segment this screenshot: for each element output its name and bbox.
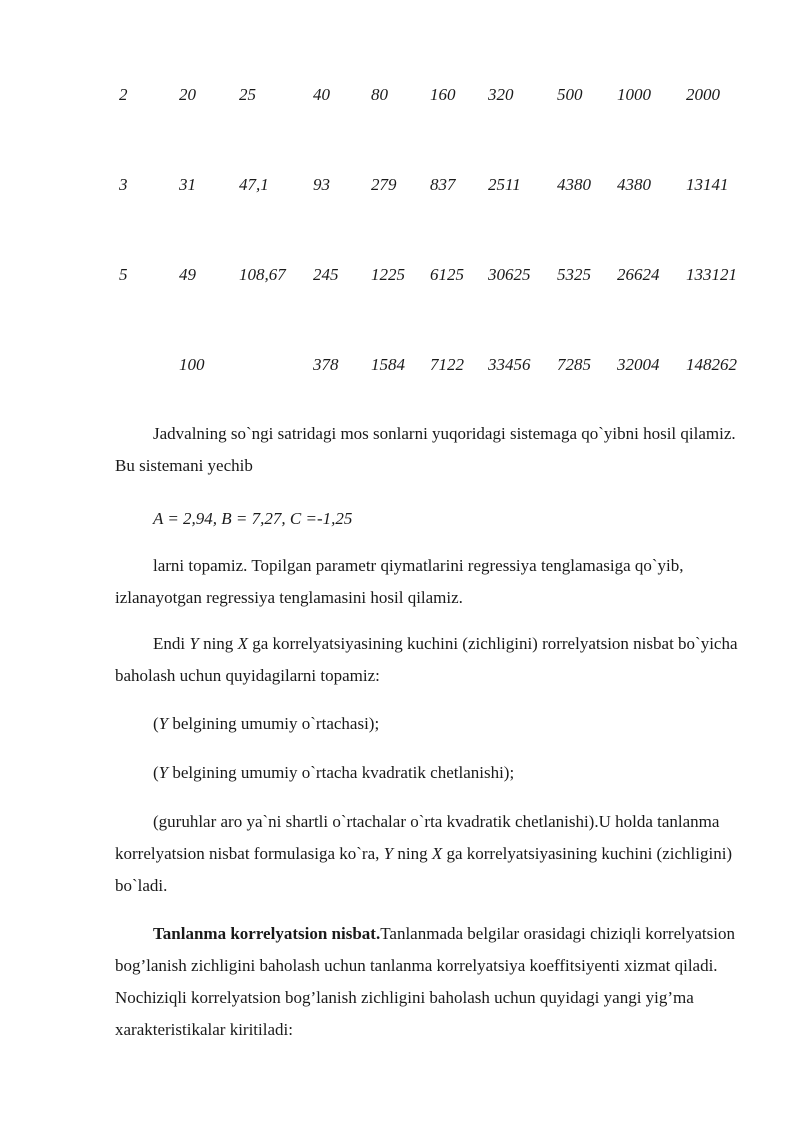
- table-cell: 1225: [371, 265, 405, 284]
- paragraph: [115, 418, 750, 482]
- table-cell: 33456: [488, 355, 531, 374]
- table-cell: 93: [313, 175, 330, 194]
- paragraph-text: Tanlanmada belgilar orasidagi chiziqli korrelyatsion bog’lanish zichligini baholash uchun tanlanma korrelyatsiya koeffitsiyenti xizmat qiladi. Nochiziqli korrelyatsion bog’lanish zichligini baholash uchun quyidagi yangi yig’ma xarakteristikalar kiritiladi:: [115, 924, 735, 1039]
- text-run: belgining umumiy o`rtachasi);: [168, 714, 380, 733]
- table-cell: 133121: [686, 265, 737, 284]
- table-cell: 40: [313, 85, 330, 104]
- table-cell: 320: [488, 85, 514, 104]
- table-cell: 5: [119, 265, 128, 284]
- text-run: Endi: [153, 634, 190, 653]
- paragraph: [115, 806, 750, 902]
- table-cell: 80: [371, 85, 388, 104]
- paragraph: [115, 757, 750, 789]
- variable-y: Y: [158, 763, 169, 782]
- table-row: [0, 353, 800, 377]
- table-row: [0, 263, 800, 287]
- table-cell: 25: [239, 85, 256, 104]
- table-cell: 1000: [617, 85, 651, 104]
- table-cell: 2511: [488, 175, 521, 194]
- section-heading: Tanlanma korrelyatsion nisbat.: [153, 924, 381, 943]
- text-run: (: [153, 763, 159, 782]
- paragraph-text: larni topamiz. Topilgan parametr qiymatlarini regressiya tenglamasiga qo`yib, izlanayotgan regressiya tenglamasini hosil qilamiz.: [115, 556, 684, 607]
- table-cell: 5325: [557, 265, 591, 284]
- text-run: (: [153, 714, 159, 733]
- table-row: [0, 173, 800, 197]
- table-cell: 4380: [617, 175, 651, 194]
- paragraph: [115, 708, 750, 740]
- text-run: ga korrelyatsiyasining kuchini (zichligini) rorrelyatsion nisbat bo`yicha baholash uchun quyidagilarni topamiz:: [115, 634, 738, 685]
- table-cell: 500: [557, 85, 583, 104]
- parameter-values: [115, 503, 750, 535]
- variable-y: Y: [189, 634, 199, 653]
- table-cell: 6125: [430, 265, 464, 284]
- text-run: ning: [393, 844, 432, 863]
- table-cell: 49: [179, 265, 196, 284]
- table-cell: 30625: [488, 265, 531, 284]
- table-cell: 32004: [617, 355, 660, 374]
- table-cell: 160: [430, 85, 456, 104]
- table-cell: 13141: [686, 175, 729, 194]
- variable-x: X: [431, 844, 443, 863]
- table-cell: 7122: [430, 355, 464, 374]
- variable-y: Y: [158, 714, 169, 733]
- table-cell: 279: [371, 175, 397, 194]
- variable-x: X: [237, 634, 248, 653]
- text-run: belgining umumiy o`rtacha kvadratik chetlanishi);: [168, 763, 515, 782]
- table-cell: 26624: [617, 265, 660, 284]
- table-cell: 378: [313, 355, 339, 374]
- table-cell: 47,1: [239, 175, 269, 194]
- paragraph: [115, 550, 750, 614]
- parameter-formula: A = 2,94, B = 7,27, C =-1,25: [153, 509, 353, 528]
- text-run: ning: [198, 634, 238, 653]
- table-cell: 245: [313, 265, 339, 284]
- text-run: ga korrelyatsiyasining kuchini (zichligini) bo`ladi.: [115, 844, 733, 895]
- table-cell: 7285: [557, 355, 591, 374]
- table-cell: 2000: [686, 85, 720, 104]
- section-paragraph: [115, 918, 750, 1046]
- table-cell: 1584: [371, 355, 405, 374]
- table-cell: 148262: [686, 355, 737, 374]
- table-cell: 20: [179, 85, 196, 104]
- variable-y: Y: [383, 844, 394, 863]
- paragraph: [115, 628, 750, 692]
- table-cell: 4380: [557, 175, 591, 194]
- paragraph-text: Jadvalning so`ngi satridagi mos sonlarni yuqoridagi sistemaga qo`yibni hosil qilamiz. Bu sistemani yechib: [115, 424, 736, 475]
- table-cell: 3: [119, 175, 128, 194]
- table-cell: 108,67: [239, 265, 286, 284]
- text-run: (guruhlar aro ya`ni shartli o`rtachalar o`rta kvadratik chetlanishi).U holda tanlanma korrelyatsion nisbat formulasiga ko`ra,: [115, 812, 720, 863]
- table-row: [0, 83, 800, 107]
- table-cell: 837: [430, 175, 456, 194]
- table-cell: 31: [179, 175, 196, 194]
- table-cell: 2: [119, 85, 128, 104]
- table-cell: 100: [179, 355, 205, 374]
